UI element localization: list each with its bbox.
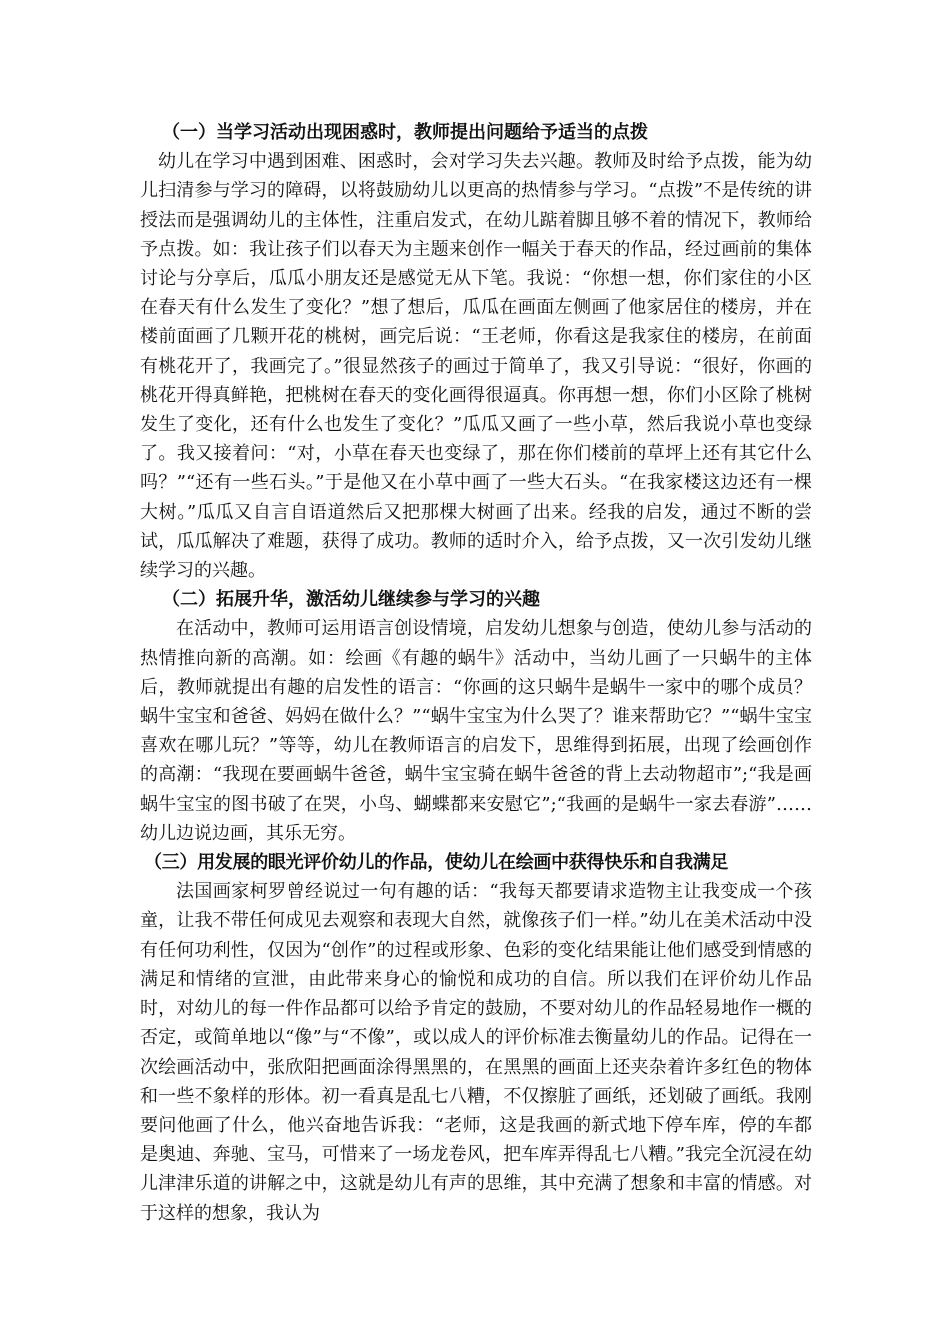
section-heading-3: （三）用发展的眼光评价幼儿的作品，使幼儿在绘画中获得快乐和自我满足 bbox=[144, 852, 729, 874]
section-paragraph-2: 在活动中，教师可运用语言创设情境，启发幼儿想象与创造，使幼儿参与活动的热情推向新的高潮。如：绘画《有趣的蜗牛》活动中，当幼儿画了一只蜗牛的主体后，教师就提出有趣的启发性的语言：“你画的这只蜗牛是蜗牛一家中的哪个成员？蜗牛宝宝和爸爸、妈妈在做什么？”“蜗牛宝宝为什么哭了？谁来帮助它？”“蜗牛宝宝喜欢在哪儿玩？”等等，幼儿在教师语言的启发下，思维得到拓展，出现了绘画创作的高潮：“我现在要画蜗牛爸爸，蜗牛宝宝骑在蜗牛爸爸的背上去动物超市”;“我是画蜗牛宝宝的图书破了在哭，小鸟、蝴蝶都来安慰它”;“我画的是蜗牛一家去春游”……幼儿边说边画，其乐无穷。 bbox=[140, 618, 812, 844]
document-body bbox=[140, 118, 812, 1228]
section-heading-2: （二）拓展升华，激活幼儿继续参与学习的兴趣 bbox=[162, 589, 540, 611]
section-paragraph-3: 法国画家柯罗曾经说过一句有趣的话：“我每天都要请求造物主让我变成一个孩童，让我不带任何成见去观察和表现大自然，就像孩子们一样。”幼儿在美术活动中没有任何功利性，仅因为“创作”的过程或形象、色彩的变化结果能让他们感受到情感的满足和情绪的宣泄，由此带来身心的愉悦和成功的自信。所以我们在评价幼儿作品时，对幼儿的每一件作品都可以给予肯定的鼓励，不要对幼儿的作品轻易地作一概的否定，或简单地以“像”与“不像”，或以成人的评价标准去衡量幼儿的作品。记得在一次绘画活动中，张欣阳把画面涂得黑黑的，在黑黑的画面上还夹杂着许多红色的物体和一些不象样的形体。初一看真是乱七八糟，不仅擦脏了画纸，还划破了画纸。我刚要问他画了什么，他兴奋地告诉我：“老师，这是我画的新式地下停车库，停的车都是奥迪、奔驰、宝马，可惜来了一场龙卷风，把车库弄得乱七八糟。”我完全沉浸在幼儿津津乐道的讲解之中，这就是幼儿有声的思维，其中充满了想象和丰富的情感。对于这样的想象，我认为 bbox=[140, 881, 812, 1224]
section-heading-1: （一）当学习活动出现困惑时，教师提出问题给予适当的点拨 bbox=[162, 122, 648, 143]
section-paragraph-1: 幼儿在学习中遇到困难、困惑时，会对学习失去兴趣。教师及时给予点拨，能为幼儿扫清参与学习的障碍，以将鼓励幼儿以更高的热情参与学习。“点拨”不是传统的讲授法而是强调幼儿的主体性，注重启发式，在幼儿踮着脚且够不着的情况下，教师给予点拨。如：我让孩子们以春天为主题来创作一幅关于春天的作品，经过画前的集体讨论与分享后，瓜瓜小朋友还是感觉无从下笔。我说：“你想一想，你们家住的小区在春天有什么发生了变化？”想了想后，瓜瓜在画面左侧画了他家居住的楼房，并在楼前面画了几颗开花的桃树，画完后说：“王老师，你看这是我家住的楼房，在前面有桃花开了，我画完了。”很显然孩子的画过于简单了，我又引导说：“很好，你画的桃花开得真鲜艳，把桃树在春天的变化画得很逼真。你再想一想，你们小区除了桃树发生了变化，还有什么也发生了变化？”瓜瓜又画了一些小草，然后我说小草也变绿了。我又接着问：“对，小草在春天也变绿了，那在你们楼前的草坪上还有其它什么吗？”“还有一些石头。”于是他又在小草中画了一些大石头。“在我家楼这边还有一棵大树。”瓜瓜又自言自语道然后又把那棵大树画了出来。经我的启发，通过不断的尝试，瓜瓜解决了难题，获得了成功。教师的适时介入，给予点拨，又一次引发幼儿继续学习的兴趣。 bbox=[140, 151, 812, 582]
